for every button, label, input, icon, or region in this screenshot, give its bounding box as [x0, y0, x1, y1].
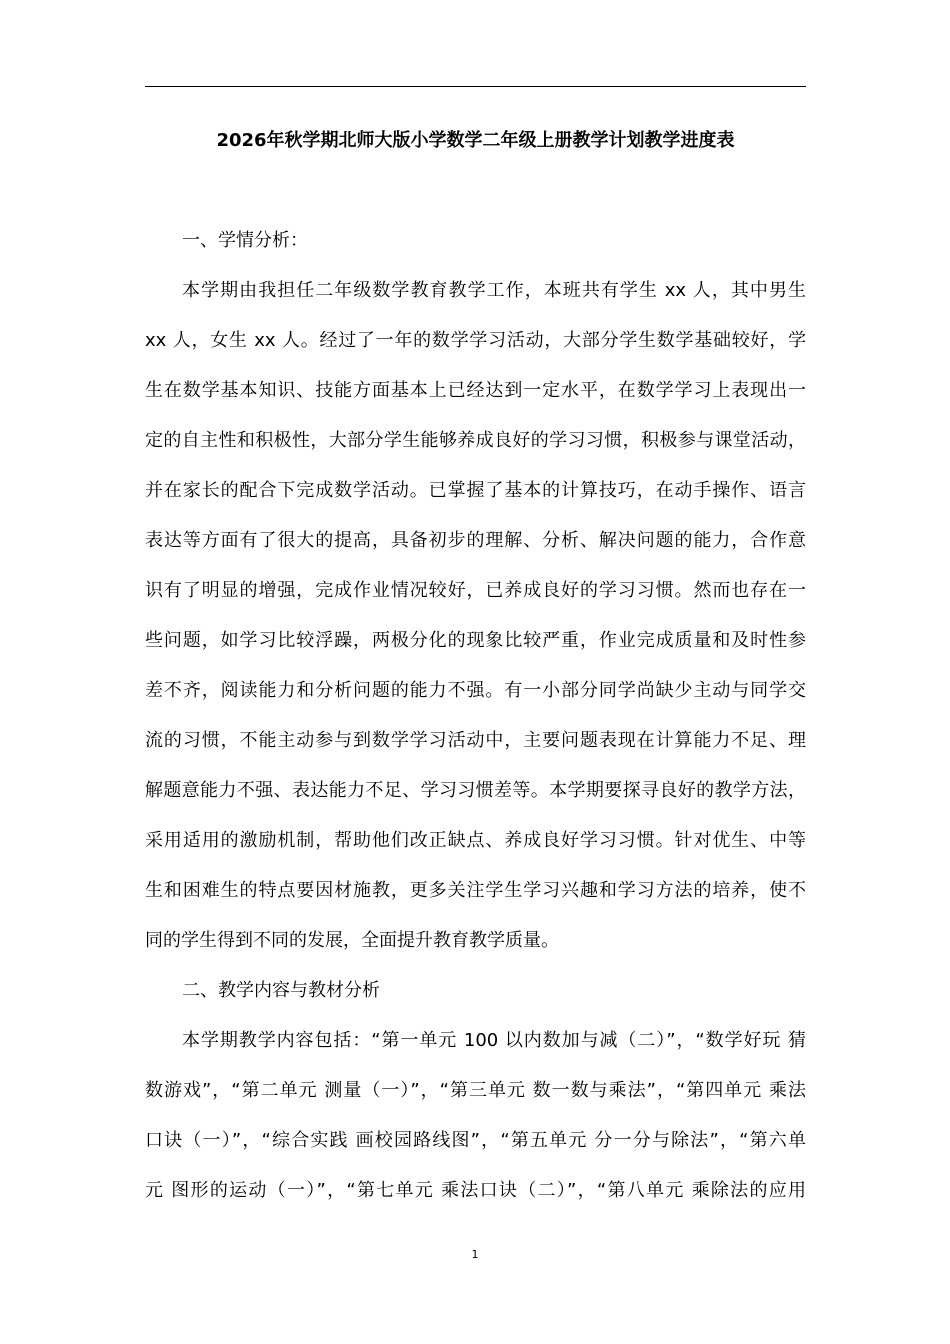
paragraph-line: xx 人，女生 xx 人。经过了一年的数学学习活动，大部分学生数学基础较好，学	[145, 330, 806, 351]
paragraph-line: 采用适用的激励机制，帮助他们改正缺点、养成良好学习习惯。针对优生、中等	[145, 830, 806, 851]
paragraph-line: 数游戏”，“第二单元 测量（一）”，“第三单元 数一数与乘法”，“第四单元 乘法	[145, 1080, 806, 1101]
paragraph-line: 生和困难生的特点要因材施教，更多关注学生学习兴趣和学习方法的培养，使不	[145, 880, 806, 901]
paragraph-line: 定的自主性和积极性，大部分学生能够养成良好的学习习惯，积极参与课堂活动，	[145, 430, 806, 451]
paragraph-line: 些问题，如学习比较浮躁，两极分化的现象比较严重，作业完成质量和及时性参	[145, 630, 806, 651]
paragraph-line: 解题意能力不强、表达能力不足、学习习惯差等。本学期要探寻良好的教学方法，	[145, 780, 806, 801]
paragraph-line: 差不齐，阅读能力和分析问题的能力不强。有一小部分同学尚缺少主动与同学交	[145, 680, 806, 701]
paragraph-line: 本学期教学内容包括：“第一单元 100 以内数加与减（二）”，“数学好玩 猜	[182, 1030, 806, 1051]
paragraph-line: 同的学生得到不同的发展，全面提升教育教学质量。	[145, 930, 559, 951]
paragraph-line: 流的习惯，不能主动参与到数学学习活动中，主要问题表现在计算能力不足、理	[145, 730, 806, 751]
page-number: 1	[471, 1248, 479, 1261]
paragraph-line: 元 图形的运动（一）”，“第七单元 乘法口诀（二）”，“第八单元 乘除法的应用	[145, 1180, 806, 1201]
paragraph-line: 口诀（一）”，“综合实践 画校园路线图”，“第五单元 分一分与除法”，“第六单	[145, 1130, 806, 1151]
paragraph-line: 生在数学基本知识、技能方面基本上已经达到一定水平，在数学学习上表现出一	[145, 380, 806, 401]
paragraph-line: 并在家长的配合下完成数学活动。已掌握了基本的计算技巧，在动手操作、语言	[145, 480, 806, 501]
section-1	[145, 216, 806, 1216]
section-2-heading: 二、教学内容与教材分析	[182, 980, 380, 1001]
header-rule	[145, 86, 806, 87]
paragraph-line: 表达等方面有了很大的提高，具备初步的理解、分析、解决问题的能力，合作意	[145, 530, 806, 551]
paragraph-line: 本学期由我担任二年级数学教育教学工作，本班共有学生 xx 人，其中男生	[182, 280, 806, 301]
section-1-heading: 一、学情分析：	[182, 230, 308, 251]
document-title: 2026年秋学期北师大版小学数学二年级上册教学计划教学进度表	[216, 130, 735, 151]
paragraph-line: 识有了明显的增强，完成作业情况较好，已养成良好的学习习惯。然而也存在一	[145, 580, 806, 601]
